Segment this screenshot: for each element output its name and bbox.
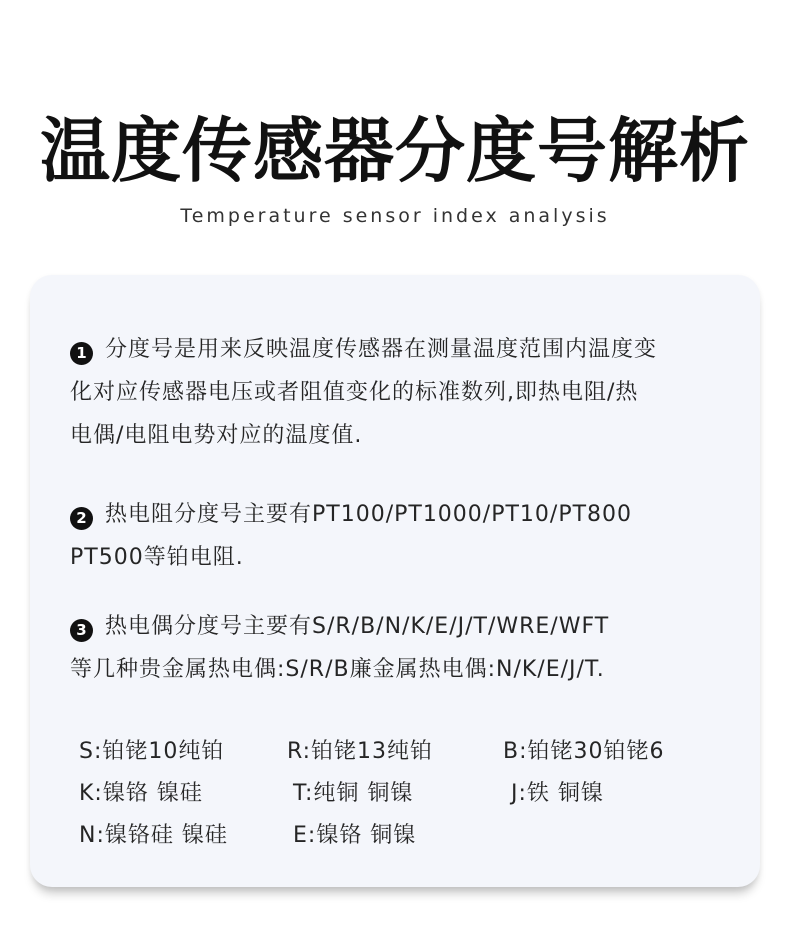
type-item: N:镍铬硅 镍硅 [79, 823, 228, 848]
paragraph-line [70, 328, 730, 371]
type-item: T:纯铜 铜镍 [293, 781, 414, 806]
paragraph-line: PT500等铂电阻. [70, 545, 244, 570]
paragraph-text: 热电阻分度号主要有PT100/PT1000/PT10/PT800 [105, 502, 633, 527]
number-badge: 2 [70, 507, 93, 530]
paragraph-line: 等几种贵金属热电偶:S/R/B廉金属热电偶:N/K/E/J/T. [70, 657, 605, 682]
content-card [30, 275, 760, 887]
paragraph-1 [70, 328, 730, 457]
paragraph-2 [70, 493, 730, 579]
paragraph-line: 化对应传感器电压或者阻值变化的标准数列,即热电阻/热 [70, 380, 639, 405]
type-item: R:铂铑13纯铂 [287, 739, 434, 764]
page-title: 温度传感器分度号解析 [40, 110, 750, 192]
type-item: J:铁 铜镍 [511, 781, 604, 806]
type-item: E:镍铬 铜镍 [293, 823, 417, 848]
type-row [79, 815, 719, 857]
type-row [79, 773, 719, 815]
paragraph-text: 分度号是用来反映温度传感器在测量温度范围内温度变 [105, 337, 658, 362]
type-item: S:铂铑10纯铂 [79, 739, 225, 764]
paragraph-text: 热电偶分度号主要有S/R/B/N/K/E/J/T/WRE/WFT [105, 614, 610, 639]
number-badge: 3 [70, 619, 93, 642]
page-subtitle: Temperature sensor index analysis [180, 205, 610, 227]
thermocouple-type-list [79, 731, 719, 857]
paragraph-3 [70, 605, 730, 691]
paragraph-line: 电偶/电阻电势对应的温度值. [70, 423, 363, 448]
type-item: B:铂铑30铂铑6 [503, 739, 665, 764]
type-row [79, 731, 719, 773]
paragraph-line [70, 493, 730, 536]
number-badge: 1 [70, 342, 93, 365]
type-item: K:镍铬 镍硅 [79, 781, 203, 806]
paragraph-line [70, 605, 730, 648]
